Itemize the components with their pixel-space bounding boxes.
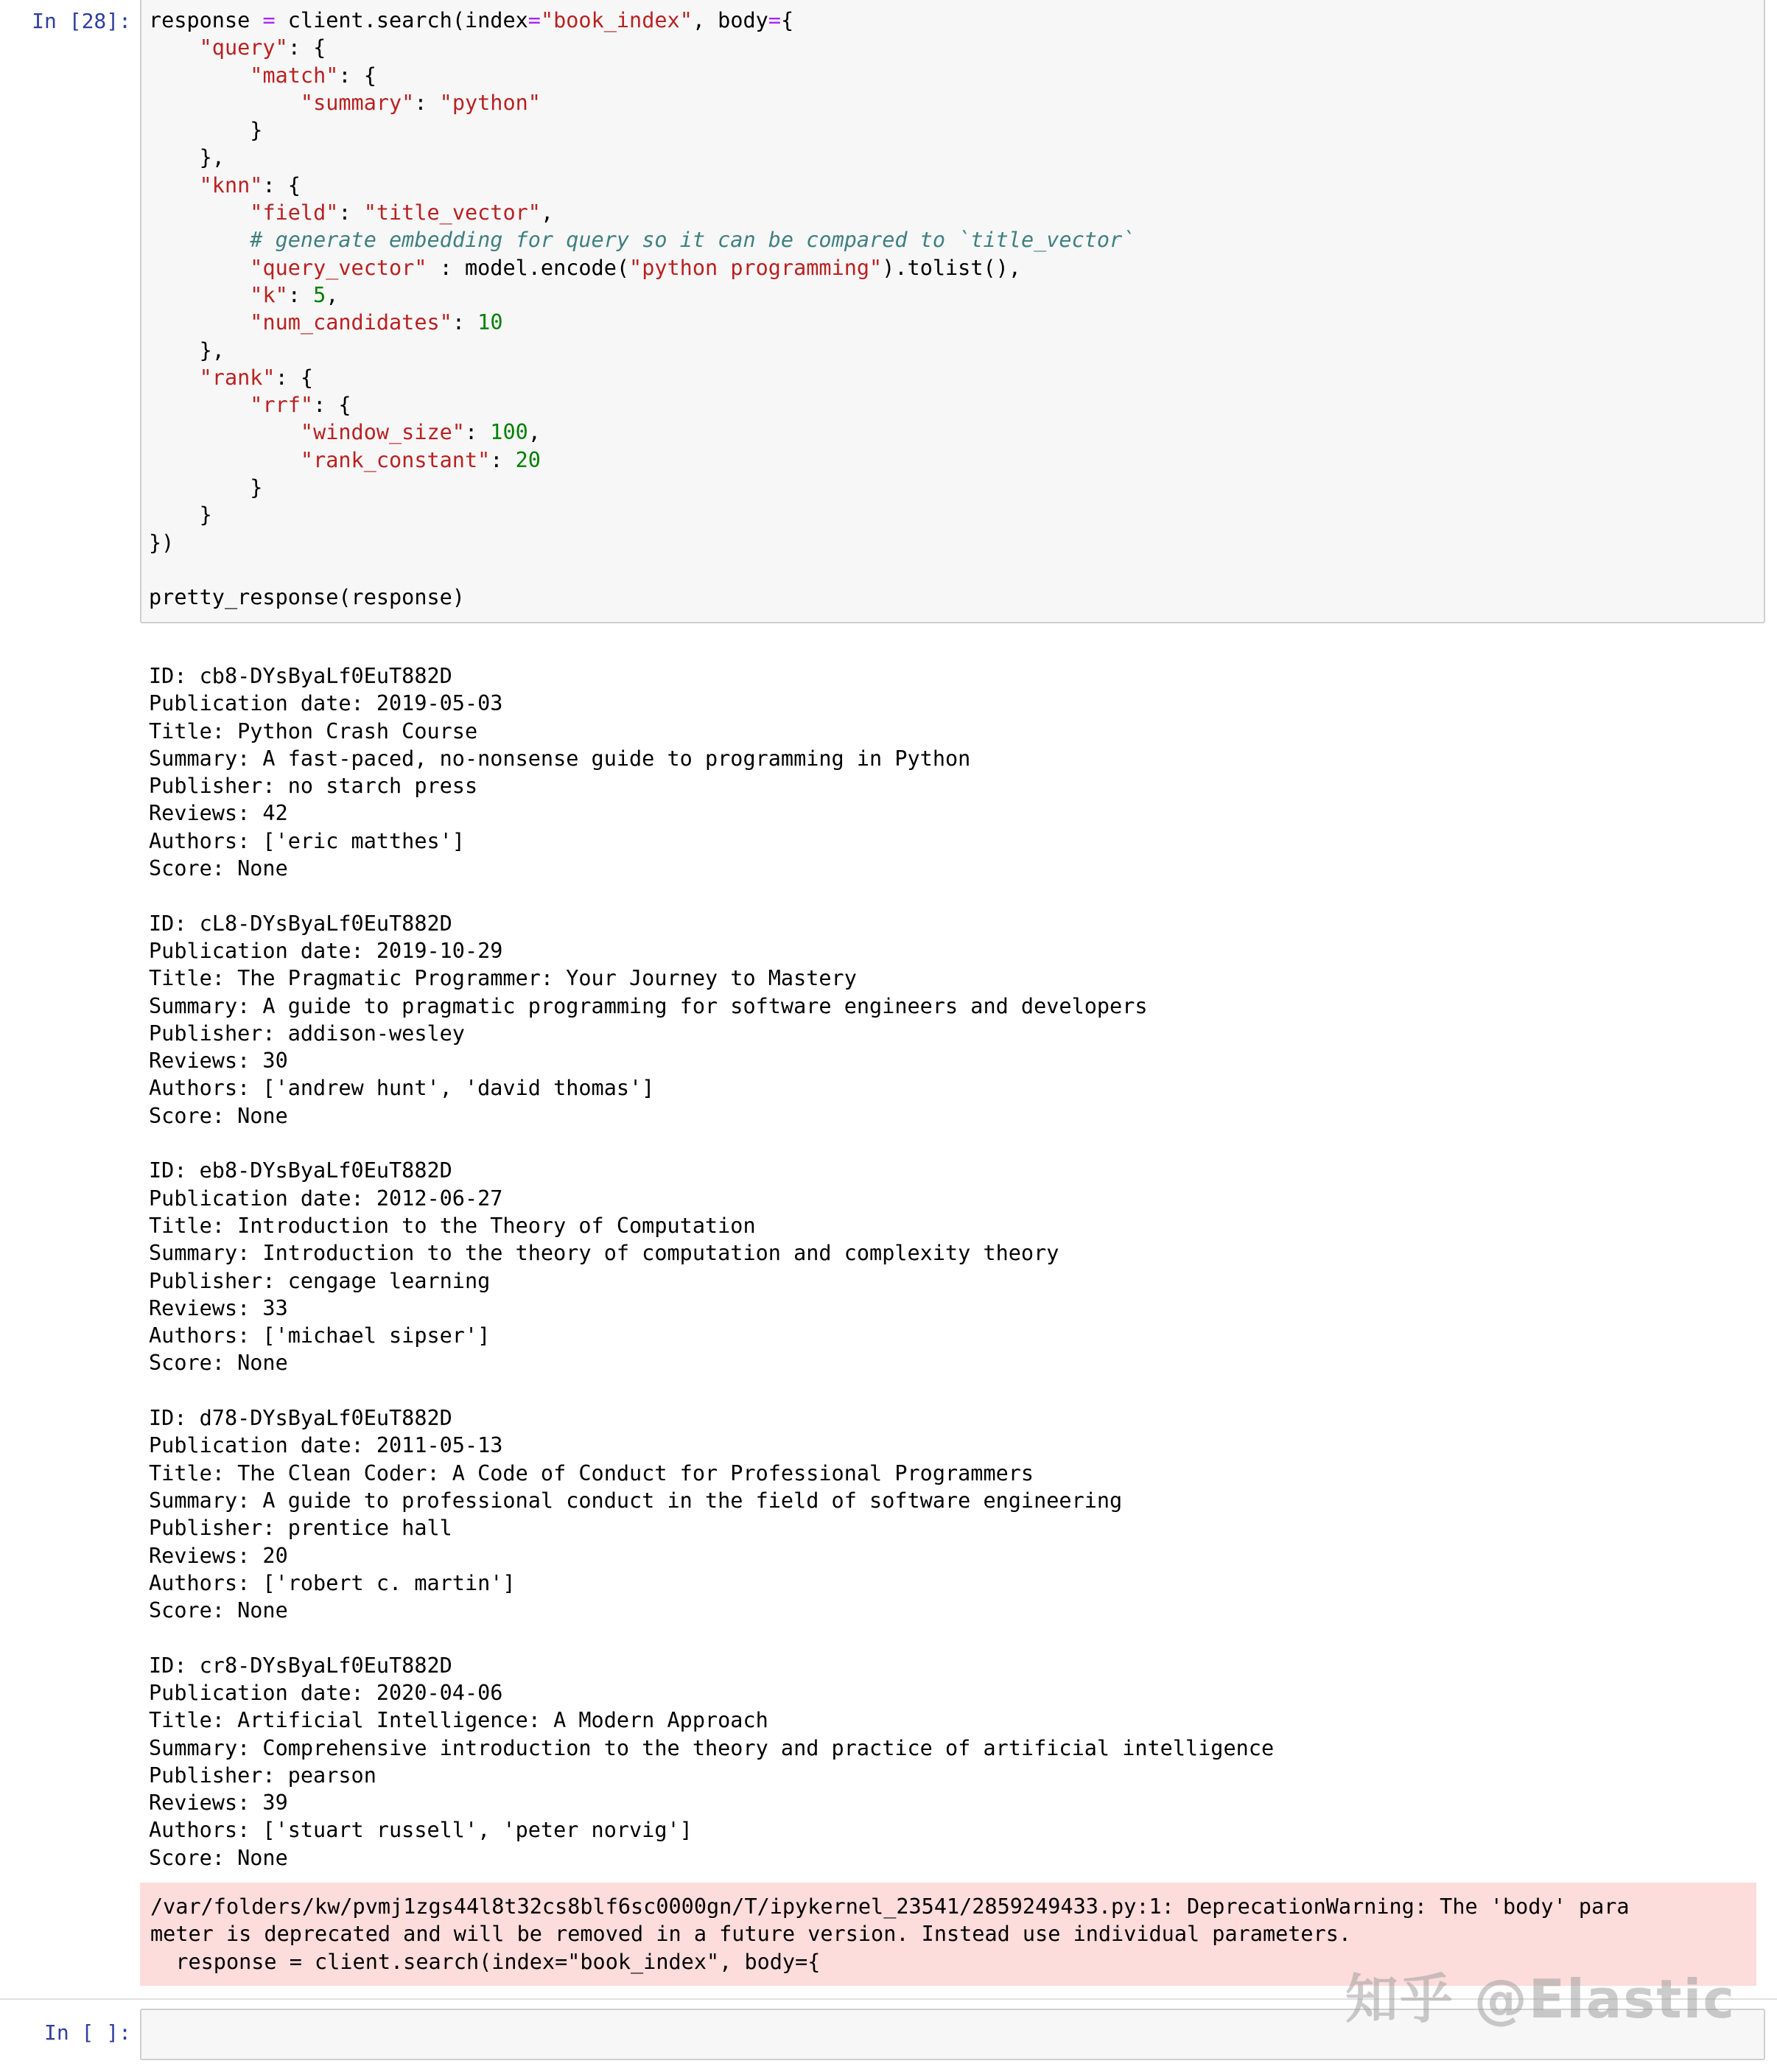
code-text[interactable] bbox=[141, 0, 1764, 612]
code-token: : bbox=[452, 310, 478, 335]
code-token: } bbox=[149, 118, 263, 143]
code-token bbox=[149, 91, 301, 115]
code-token bbox=[149, 365, 200, 390]
cell-prompt: In [28]: bbox=[32, 9, 131, 33]
code-token bbox=[149, 228, 250, 252]
result-reviews: Reviews: 39 bbox=[149, 1791, 288, 1816]
output-text bbox=[149, 662, 1274, 1872]
result-publisher: Publisher: no starch press bbox=[149, 774, 478, 799]
result-publisher: Publisher: cengage learning bbox=[149, 1268, 491, 1293]
result-reviews: Reviews: 20 bbox=[149, 1543, 288, 1568]
result-authors: Authors: ['michael sipser'] bbox=[149, 1323, 491, 1348]
code-token: "field" bbox=[250, 200, 339, 225]
code-token bbox=[149, 393, 250, 417]
result-reviews: Reviews: 42 bbox=[149, 801, 288, 826]
result-date: Publication date: 2019-05-03 bbox=[149, 691, 503, 716]
watermark: 知乎 @Elastic bbox=[1345, 1968, 1736, 2030]
code-line bbox=[149, 310, 502, 335]
result-title: Title: Artificial Intelligence: A Modern Approach bbox=[149, 1708, 768, 1733]
code-token: "title_vector" bbox=[363, 200, 541, 225]
result-reviews: Reviews: 30 bbox=[149, 1049, 288, 1074]
result-publisher: Publisher: prentice hall bbox=[149, 1516, 452, 1541]
code-line bbox=[149, 420, 541, 444]
result-authors: Authors: ['stuart russell', 'peter norvig'] bbox=[149, 1818, 693, 1843]
code-token: : bbox=[287, 282, 314, 307]
result-publisher: Publisher: pearson bbox=[149, 1763, 376, 1788]
code-token: 5 bbox=[313, 282, 326, 307]
code-token: }, bbox=[149, 337, 225, 363]
code-line bbox=[149, 503, 212, 527]
result-title: Title: The Pragmatic Programmer: Your Journey to Mastery bbox=[149, 966, 857, 991]
code-token: "rrf" bbox=[250, 393, 314, 418]
code-token bbox=[149, 35, 200, 60]
code-editor[interactable] bbox=[140, 0, 1765, 623]
code-token: ).tolist(), bbox=[882, 255, 1021, 280]
warning-line-1: /var/folders/kw/pvmj1zgs44l8t32cs8blf6sc0000gn/T/ipykernel_23541/2859249433.py:1: DeprecationWarning: The 'body' para bbox=[150, 1894, 1630, 1919]
code-token: pretty_response(response) bbox=[149, 585, 465, 610]
code-token: , body={ bbox=[692, 8, 794, 32]
code-token: 20 bbox=[515, 447, 541, 472]
code-token: : bbox=[338, 200, 364, 225]
result-authors: Authors: ['robert c. martin'] bbox=[149, 1570, 516, 1595]
code-token: } bbox=[149, 503, 212, 528]
code-token bbox=[149, 448, 301, 472]
code-token bbox=[149, 310, 250, 335]
result-publisher: Publisher: addison-wesley bbox=[149, 1021, 465, 1046]
code-token: }, bbox=[149, 145, 225, 170]
result-date: Publication date: 2019-10-29 bbox=[149, 938, 503, 963]
result-record bbox=[149, 1653, 1274, 1870]
code-token bbox=[149, 420, 301, 444]
code-token: "k" bbox=[250, 282, 288, 307]
result-id: ID: cL8-DYsByaLf0EuT882D bbox=[149, 911, 452, 936]
cell-output bbox=[149, 662, 1274, 1872]
empty-cell-prompt: In [ ]: bbox=[43, 2020, 131, 2045]
code-token bbox=[149, 200, 250, 225]
result-record bbox=[149, 1158, 1059, 1375]
code-token: : bbox=[464, 420, 491, 445]
code-line bbox=[149, 393, 351, 417]
result-record bbox=[149, 1406, 1122, 1623]
result-score: Score: None bbox=[149, 856, 288, 881]
code-token: "python" bbox=[439, 90, 541, 115]
code-line bbox=[149, 283, 338, 307]
code-line bbox=[149, 173, 301, 197]
result-date: Publication date: 2011-05-13 bbox=[149, 1433, 503, 1458]
warning-line-2: meter is deprecated and will be removed in a future version. Instead use individual parameters. bbox=[150, 1922, 1352, 1947]
code-token: "num_candidates" bbox=[250, 310, 452, 335]
result-id: ID: cr8-DYsByaLf0EuT882D bbox=[149, 1653, 452, 1678]
code-line bbox=[149, 475, 262, 500]
code-token: "summary" bbox=[300, 90, 415, 115]
result-summary: Summary: A fast-paced, no-nonsense guide to programming in Python bbox=[149, 746, 971, 771]
result-summary: Summary: Comprehensive introduction to the theory and practice of artificial intelligence bbox=[149, 1735, 1275, 1760]
result-title: Title: Introduction to the Theory of Computation bbox=[149, 1213, 756, 1238]
code-token: "window_size" bbox=[300, 420, 465, 445]
result-record bbox=[149, 664, 970, 881]
code-line bbox=[149, 228, 1135, 252]
code-line bbox=[149, 338, 225, 363]
code-token bbox=[149, 256, 250, 280]
result-score: Score: None bbox=[149, 1103, 288, 1128]
result-score: Score: None bbox=[149, 1351, 288, 1376]
code-line bbox=[149, 91, 541, 115]
result-title: Title: The Clean Coder: A Code of Conduct for Professional Programmers bbox=[149, 1460, 1034, 1485]
code-token: 100 bbox=[490, 420, 528, 445]
code-token: "query" bbox=[199, 35, 288, 60]
result-record bbox=[149, 911, 1148, 1128]
code-token: # generate embedding for query so it can be compared to `title_vector` bbox=[250, 228, 1135, 253]
code-line bbox=[149, 8, 793, 32]
result-summary: Summary: A guide to pragmatic programming for software engineers and developers bbox=[149, 993, 1148, 1018]
result-date: Publication date: 2020-04-06 bbox=[149, 1680, 503, 1705]
code-token: "knn" bbox=[199, 172, 263, 197]
code-token: : { bbox=[275, 365, 314, 390]
code-line bbox=[149, 585, 465, 609]
code-token: : bbox=[490, 447, 516, 472]
code-token: , bbox=[326, 282, 339, 307]
code-token: } bbox=[149, 475, 263, 500]
code-token: "rank" bbox=[199, 365, 276, 390]
result-title: Title: Python Crash Course bbox=[149, 718, 478, 743]
result-date: Publication date: 2012-06-27 bbox=[149, 1186, 503, 1211]
code-token: : { bbox=[313, 393, 351, 418]
code-token: "book_index" bbox=[540, 8, 693, 32]
code-token: "rank_constant" bbox=[300, 447, 491, 472]
code-token bbox=[149, 63, 250, 88]
result-summary: Summary: A guide to professional conduct in the field of software engineering bbox=[149, 1488, 1123, 1513]
code-token: : { bbox=[287, 35, 326, 60]
result-authors: Authors: ['eric matthes'] bbox=[149, 828, 465, 853]
result-summary: Summary: Introduction to the theory of computation and complexity theory bbox=[149, 1241, 1059, 1266]
code-token: response = client.search(index= bbox=[149, 8, 541, 32]
code-line bbox=[149, 256, 1021, 280]
code-token bbox=[149, 283, 250, 307]
code-token: "python programming" bbox=[629, 255, 883, 280]
code-line bbox=[149, 35, 326, 60]
code-token: }) bbox=[149, 530, 175, 555]
result-id: ID: d78-DYsByaLf0EuT882D bbox=[149, 1406, 452, 1431]
code-token: : model.encode( bbox=[427, 255, 630, 280]
code-token: "match" bbox=[250, 63, 339, 88]
code-token: , bbox=[540, 200, 554, 225]
code-token: , bbox=[528, 420, 541, 445]
code-token: : { bbox=[262, 172, 301, 197]
warning-line-3: response = client.search(index="book_index", body={ bbox=[150, 1949, 821, 1974]
result-score: Score: None bbox=[149, 1598, 288, 1623]
code-token bbox=[149, 173, 200, 197]
code-token: : bbox=[414, 90, 440, 115]
result-reviews: Reviews: 33 bbox=[149, 1295, 288, 1320]
code-line bbox=[149, 365, 313, 390]
result-id: ID: eb8-DYsByaLf0EuT882D bbox=[149, 1158, 452, 1183]
code-line bbox=[149, 531, 174, 555]
code-line bbox=[149, 200, 553, 225]
code-line bbox=[149, 448, 541, 472]
code-line bbox=[149, 63, 376, 88]
code-token: : { bbox=[338, 63, 376, 88]
code-line bbox=[149, 145, 225, 169]
result-score: Score: None bbox=[149, 1845, 288, 1870]
code-token: "query_vector" bbox=[250, 255, 427, 280]
code-token: 10 bbox=[477, 310, 503, 335]
result-id: ID: cb8-DYsByaLf0EuT882D bbox=[149, 664, 452, 688]
result-authors: Authors: ['andrew hunt', 'david thomas'] bbox=[149, 1076, 655, 1101]
code-line bbox=[149, 118, 262, 142]
